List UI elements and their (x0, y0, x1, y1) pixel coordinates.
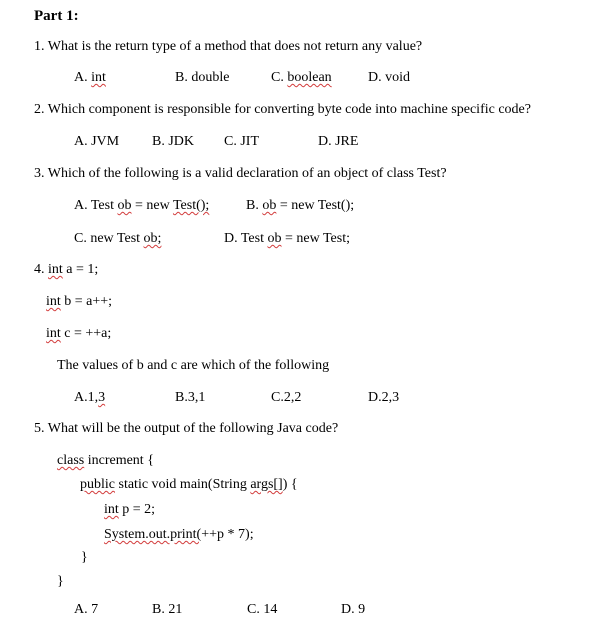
q2-option-d: D. JRE (318, 134, 359, 149)
q1-option-b: B. double (175, 70, 230, 85)
q2-option-c: C. JIT (224, 134, 259, 149)
q3-option-b: B. ob = new Test(); (246, 198, 355, 213)
q3-option-c: C. new Test ob; (74, 231, 162, 246)
code-line-class: class increment { (57, 453, 154, 468)
q1-option-d: D. void (368, 70, 410, 85)
question-2: 2. Which component is responsible for converting byte code into machine specific code? (34, 102, 531, 117)
q1-int-keyword: int (91, 70, 106, 85)
q5-option-d: D. 9 (341, 602, 366, 617)
code-line-int: int p = 2; (104, 502, 156, 517)
q3-option-a: A. Test ob = new Test(); (74, 198, 210, 213)
question-5: 5. What will be the output of the following Java code? (34, 421, 339, 436)
q2-option-b: B. JDK (152, 134, 195, 149)
q5-option-a: A. 7 (74, 602, 99, 617)
code-line-print: System.out.print(++p * 7); (104, 527, 254, 542)
code-line-main: public static void main(String args[]) { (80, 477, 298, 492)
q5-option-b: B. 21 (152, 602, 183, 617)
q4-option-c: C.2,2 (271, 390, 302, 405)
question-4-prompt: The values of b and c are which of the following (57, 358, 330, 373)
q4-option-b: B.3,1 (175, 390, 206, 405)
q2-option-a: A. JVM (74, 134, 120, 149)
code-close-inner: } (81, 550, 88, 565)
q4-option-a: A.1,3 (74, 390, 106, 405)
q4-option-d: D.2,3 (368, 390, 400, 405)
q1-boolean-keyword: boolean (287, 70, 332, 85)
part-title: Part 1: (34, 8, 79, 24)
question-3: 3. Which of the following is a valid declaration of an object of class Test? (34, 166, 447, 181)
q1-option-a: A. int (74, 70, 106, 85)
code-close-outer: } (57, 574, 64, 589)
q3-option-d: D. Test ob = new Test; (224, 231, 350, 246)
q1-option-c: C. boolean (271, 70, 332, 85)
question-4-line-3: int c = ++a; (46, 326, 112, 341)
question-4-line-1: 4. int a = 1; (34, 262, 99, 277)
question-1: 1. What is the return type of a method that does not return any value? (34, 39, 423, 54)
q5-option-c: C. 14 (247, 602, 278, 617)
question-4-line-2: int b = a++; (46, 294, 113, 309)
